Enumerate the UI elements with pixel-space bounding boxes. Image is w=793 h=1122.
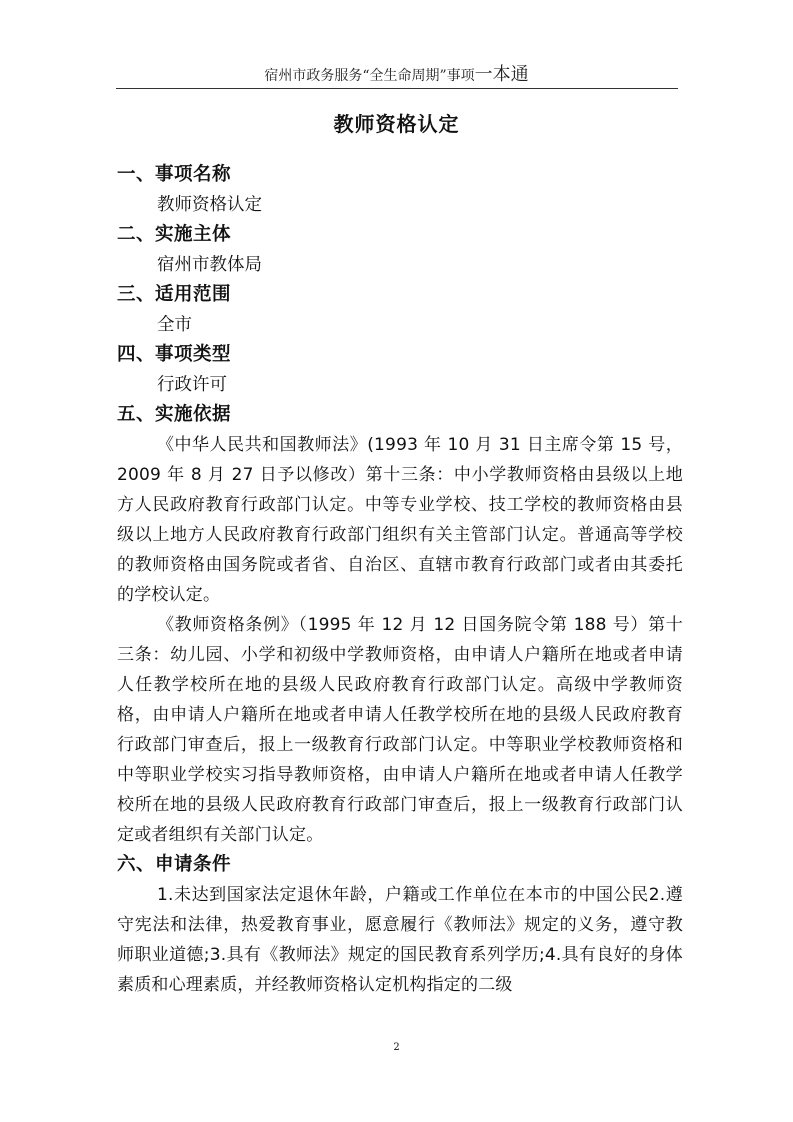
section-heading: 一、事项名称 [117,164,232,185]
section-heading: 六、申请条件 [117,854,232,875]
page-number: 2 [393,1042,400,1053]
section-heading: 二、实施主体 [117,224,232,245]
section-implementing-body [117,220,683,280]
section-heading: 三、适用范围 [117,284,232,305]
header-suffix: 一本通 [474,64,529,85]
page-header [0,60,793,86]
section-value: 全市 [157,315,192,335]
section-heading: 四、事项类型 [117,344,232,365]
document-body [117,160,683,1000]
conditions-paragraph: 1.未达到国家法定退休年龄，户籍或工作单位在本市的中国公民2.遵守宪法和法律，热爱教育事业，愿意履行《教师法》规定的义务，遵守教师职业道德;3.具有《教师法》规定的国民教育系列学历;4.具有良好的身体素质和心理素质，并经教师资格认定机构指定的二级 [117,885,683,995]
section-value: 宿州市教体局 [157,255,262,275]
header-rule [116,88,678,89]
section-item-name [117,160,683,220]
section-basis [117,400,683,850]
basis-paragraph: 《中华人民共和国教师法》(1993 年 10 月 31 日主席令第 15 号，2009 年 8 月 27 日予以修改）第十三条：中小学教师资格由县级以上地方人民政府教育行政部门认定。中等专业学校、技工学校的教师资格由县级以上地方人民政府教育行政部门组织有关主管部门认定。普通高等学校的教师资格由国务院或者省、自治区、直辖市教育行政部门或者由其委托的学校认定。 [117,435,683,605]
section-scope [117,280,683,340]
section-conditions [117,850,683,1000]
section-item-type [117,340,683,400]
section-value: 行政许可 [157,375,227,395]
section-heading: 五、实施依据 [117,404,232,425]
section-value: 教师资格认定 [157,195,262,215]
document-title: 教师资格认定 [333,112,460,136]
basis-paragraph: 《教师资格条例》（1995 年 12 月 12 日国务院令第 188 号）第十三条：幼儿园、小学和初级中学教师资格，由申请人户籍所在地或者申请人任教学校所在地的县级人民政府教育行政部门认定。高级中学教师资格，由申请人户籍所在地或者申请人任教学校所在地的县级人民政府教育行政部门审查后，报上一级教育行政部门认定。中等职业学校教师资格和中等职业学校实习指导教师资格，由申请人户籍所在地或者申请人任教学校所在地的县级人民政府教育行政部门审查后，报上一级教育行政部门认定或者组织有关部门认定。 [117,615,683,845]
header-text: 宿州市政务服务“全生命周期”事项 [264,68,475,84]
